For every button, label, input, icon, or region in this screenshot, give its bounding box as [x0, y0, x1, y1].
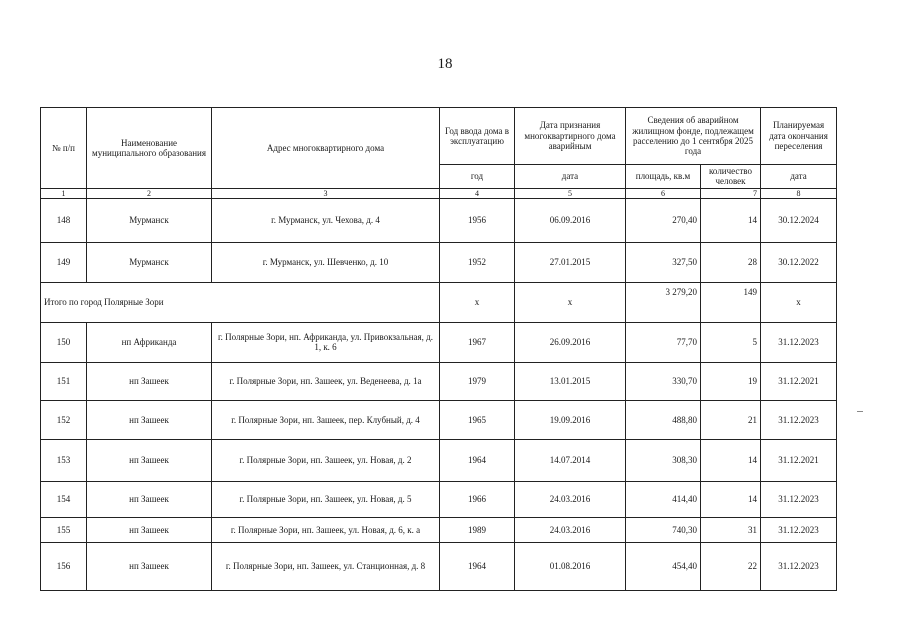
- row-address: г. Полярные Зори, нп. Зашеек, ул. Новая, д. 6, к. а: [212, 517, 440, 542]
- row-municipality: нп Зашеек: [87, 517, 212, 542]
- col-header-housing-info: Сведения об аварийном жилищном фонде, подлежащем расселению до 1 сентября 2025 года: [626, 108, 761, 165]
- row-municipality: нп Зашеек: [87, 400, 212, 439]
- subtotal-label: Итого по город Полярные Зори: [41, 282, 440, 322]
- row-people: 31: [701, 517, 761, 542]
- row-date: 06.09.2016: [515, 198, 626, 242]
- row-address: г. Полярные Зори, нп. Африканда, ул. Привокзальная, д. 1, к. 6: [212, 322, 440, 362]
- row-people: 19: [701, 362, 761, 400]
- row-municipality: нп Зашеек: [87, 362, 212, 400]
- table-row: [41, 542, 837, 590]
- row-address: г. Мурманск, ул. Шевченко, д. 10: [212, 242, 440, 282]
- row-area: 488,80: [626, 400, 701, 439]
- row-year: 1989: [440, 517, 515, 542]
- column-number: 3: [212, 188, 440, 198]
- subtotal-row: [41, 282, 837, 322]
- row-area: 414,40: [626, 481, 701, 517]
- row-planned: 31.12.2023: [761, 322, 837, 362]
- column-number: 6: [626, 188, 701, 198]
- row-num: 150: [41, 322, 87, 362]
- column-number: 8: [761, 188, 837, 198]
- table-row: [41, 242, 837, 282]
- subheader-area: площадь, кв.м: [626, 165, 701, 189]
- table-row: [41, 198, 837, 242]
- table-row: [41, 400, 837, 439]
- row-planned: 31.12.2021: [761, 362, 837, 400]
- row-municipality: Мурманск: [87, 242, 212, 282]
- row-year: 1952: [440, 242, 515, 282]
- subheader-date: дата: [515, 165, 626, 189]
- housing-table: [40, 107, 837, 591]
- row-num: 152: [41, 400, 87, 439]
- table-row: [41, 362, 837, 400]
- col-header-address: Адрес многоквартирного дома: [212, 108, 440, 189]
- subtotal-people: 149: [701, 282, 761, 322]
- column-number-row: [41, 188, 837, 198]
- row-municipality: нп Зашеек: [87, 439, 212, 481]
- subheader-year: год: [440, 165, 515, 189]
- row-people: 14: [701, 439, 761, 481]
- row-planned: 31.12.2023: [761, 542, 837, 590]
- row-address: г. Полярные Зори, нп. Зашеек, ул. Новая, д. 5: [212, 481, 440, 517]
- row-planned: 31.12.2023: [761, 517, 837, 542]
- row-area: 270,40: [626, 198, 701, 242]
- col-header-year-built: Год ввода дома в эксплуатацию: [440, 108, 515, 165]
- row-date: 24.03.2016: [515, 517, 626, 542]
- table-row: [41, 322, 837, 362]
- row-people: 14: [701, 198, 761, 242]
- subheader-people: количество человек: [701, 165, 761, 189]
- row-date: 19.09.2016: [515, 400, 626, 439]
- row-year: 1964: [440, 542, 515, 590]
- col-header-municipality: Наименование муниципального образования: [87, 108, 212, 189]
- column-number: 1: [41, 188, 87, 198]
- row-address: г. Полярные Зори, нп. Зашеек, пер. Клубный, д. 4: [212, 400, 440, 439]
- row-planned: 31.12.2023: [761, 400, 837, 439]
- row-year: 1965: [440, 400, 515, 439]
- row-planned: 31.12.2021: [761, 439, 837, 481]
- col-header-planned-date: Планируемая дата окончания переселения: [761, 108, 837, 165]
- row-address: г. Мурманск, ул. Чехова, д. 4: [212, 198, 440, 242]
- column-number: 7: [701, 188, 761, 198]
- row-people: 14: [701, 481, 761, 517]
- row-date: 01.08.2016: [515, 542, 626, 590]
- row-municipality: нп Африканда: [87, 322, 212, 362]
- row-date: 24.03.2016: [515, 481, 626, 517]
- row-area: 330,70: [626, 362, 701, 400]
- row-area: 308,30: [626, 439, 701, 481]
- row-num: 154: [41, 481, 87, 517]
- scan-artifact-mark: [857, 411, 863, 412]
- table-row: [41, 481, 837, 517]
- row-area: 327,50: [626, 242, 701, 282]
- subtotal-planned: х: [761, 282, 837, 322]
- column-number: 5: [515, 188, 626, 198]
- page-number: 18: [437, 56, 453, 72]
- row-year: 1979: [440, 362, 515, 400]
- row-planned: 31.12.2023: [761, 481, 837, 517]
- row-num: 151: [41, 362, 87, 400]
- row-people: 5: [701, 322, 761, 362]
- row-year: 1967: [440, 322, 515, 362]
- row-people: 22: [701, 542, 761, 590]
- row-date: 26.09.2016: [515, 322, 626, 362]
- row-num: 153: [41, 439, 87, 481]
- column-number: 4: [440, 188, 515, 198]
- row-people: 28: [701, 242, 761, 282]
- row-planned: 30.12.2024: [761, 198, 837, 242]
- column-number: 2: [87, 188, 212, 198]
- row-num: 155: [41, 517, 87, 542]
- row-municipality: нп Зашеек: [87, 542, 212, 590]
- row-area: 454,40: [626, 542, 701, 590]
- row-address: г. Полярные Зори, нп. Зашеек, ул. Веденеева, д. 1а: [212, 362, 440, 400]
- subtotal-area: 3 279,20: [626, 282, 701, 322]
- row-people: 21: [701, 400, 761, 439]
- row-year: 1964: [440, 439, 515, 481]
- table-row: [41, 517, 837, 542]
- col-header-num: № п/п: [41, 108, 87, 189]
- row-date: 27.01.2015: [515, 242, 626, 282]
- row-area: 740,30: [626, 517, 701, 542]
- row-area: 77,70: [626, 322, 701, 362]
- row-address: г. Полярные Зори, нп. Зашеек, ул. Новая, д. 2: [212, 439, 440, 481]
- table-row: [41, 439, 837, 481]
- row-num: 156: [41, 542, 87, 590]
- subtotal-year: х: [440, 282, 515, 322]
- col-header-emergency-date: Дата признания многоквартирного дома аварийным: [515, 108, 626, 165]
- subheader-planned: дата: [761, 165, 837, 189]
- header-row: [41, 108, 837, 165]
- row-num: 149: [41, 242, 87, 282]
- row-address: г. Полярные Зори, нп. Зашеек, ул. Станционная, д. 8: [212, 542, 440, 590]
- subtotal-date: х: [515, 282, 626, 322]
- row-municipality: Мурманск: [87, 198, 212, 242]
- row-planned: 30.12.2022: [761, 242, 837, 282]
- row-num: 148: [41, 198, 87, 242]
- row-date: 13.01.2015: [515, 362, 626, 400]
- row-date: 14.07.2014: [515, 439, 626, 481]
- row-municipality: нп Зашеек: [87, 481, 212, 517]
- row-year: 1956: [440, 198, 515, 242]
- row-year: 1966: [440, 481, 515, 517]
